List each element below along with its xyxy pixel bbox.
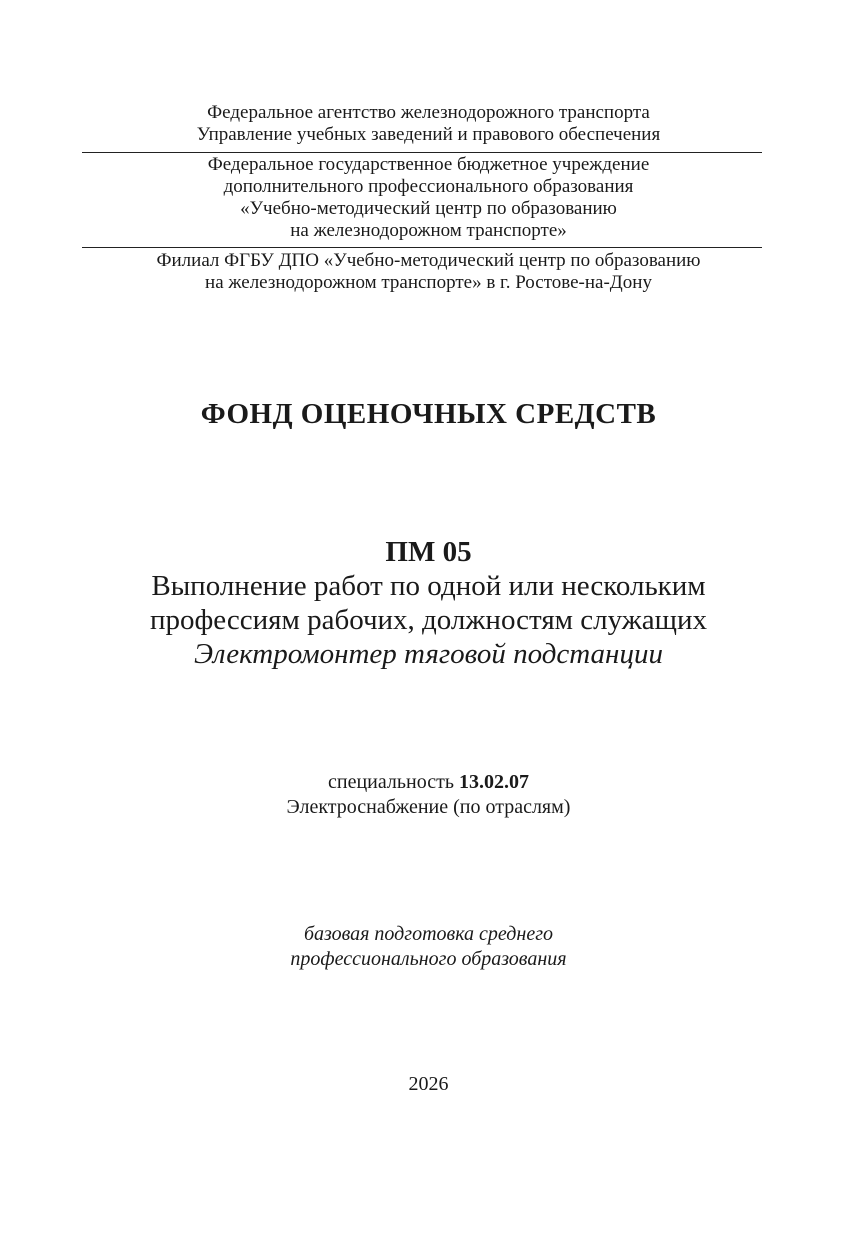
institution-line: «Учебно-методический центр по образованию (240, 198, 617, 219)
branch-line: Филиал ФГБУ ДПО «Учебно-методический центр по образованию (156, 250, 701, 271)
institution-line: на железнодорожном транспорте» (290, 220, 567, 241)
profession-name: Электромонтер тяговой подстанции (194, 638, 663, 670)
institution-block (0, 154, 857, 242)
specialty-name: Электроснабжение (по отраслям) (286, 796, 571, 818)
agency-line: Федеральное агентство железнодорожного транспорта (207, 102, 650, 123)
institution-line: дополнительного профессионального образования (223, 176, 634, 197)
specialty-line (0, 770, 857, 795)
agency-line: Управление учебных заведений и правового обеспечения (196, 124, 661, 145)
training-level-block (0, 922, 857, 972)
specialty-prefix: специальность (328, 771, 454, 793)
module-name-line: профессиям рабочих, должностям служащих (149, 604, 708, 636)
header-divider (82, 247, 762, 248)
branch-line: на железнодорожном транспорте» в г. Ростове-на-Дону (205, 272, 652, 293)
branch-block (0, 250, 857, 294)
publication-year: 2026 (408, 1073, 449, 1095)
module-code: ПМ 05 (385, 536, 472, 568)
specialty-block (0, 770, 857, 820)
training-level-line: базовая подготовка среднего (303, 923, 554, 945)
document-title-block (0, 397, 857, 431)
module-block (0, 535, 857, 671)
module-name-line: Выполнение работ по одной или нескольким (151, 570, 706, 602)
training-level-line: профессионального образования (290, 948, 567, 970)
agency-block (0, 102, 857, 146)
institution-line: Федеральное государственное бюджетное учреждение (207, 154, 650, 175)
header-divider (82, 152, 762, 153)
document-title: ФОНД ОЦЕНОЧНЫХ СРЕДСТВ (200, 398, 657, 430)
year-block (0, 1072, 857, 1096)
specialty-code: 13.02.07 (458, 771, 529, 793)
